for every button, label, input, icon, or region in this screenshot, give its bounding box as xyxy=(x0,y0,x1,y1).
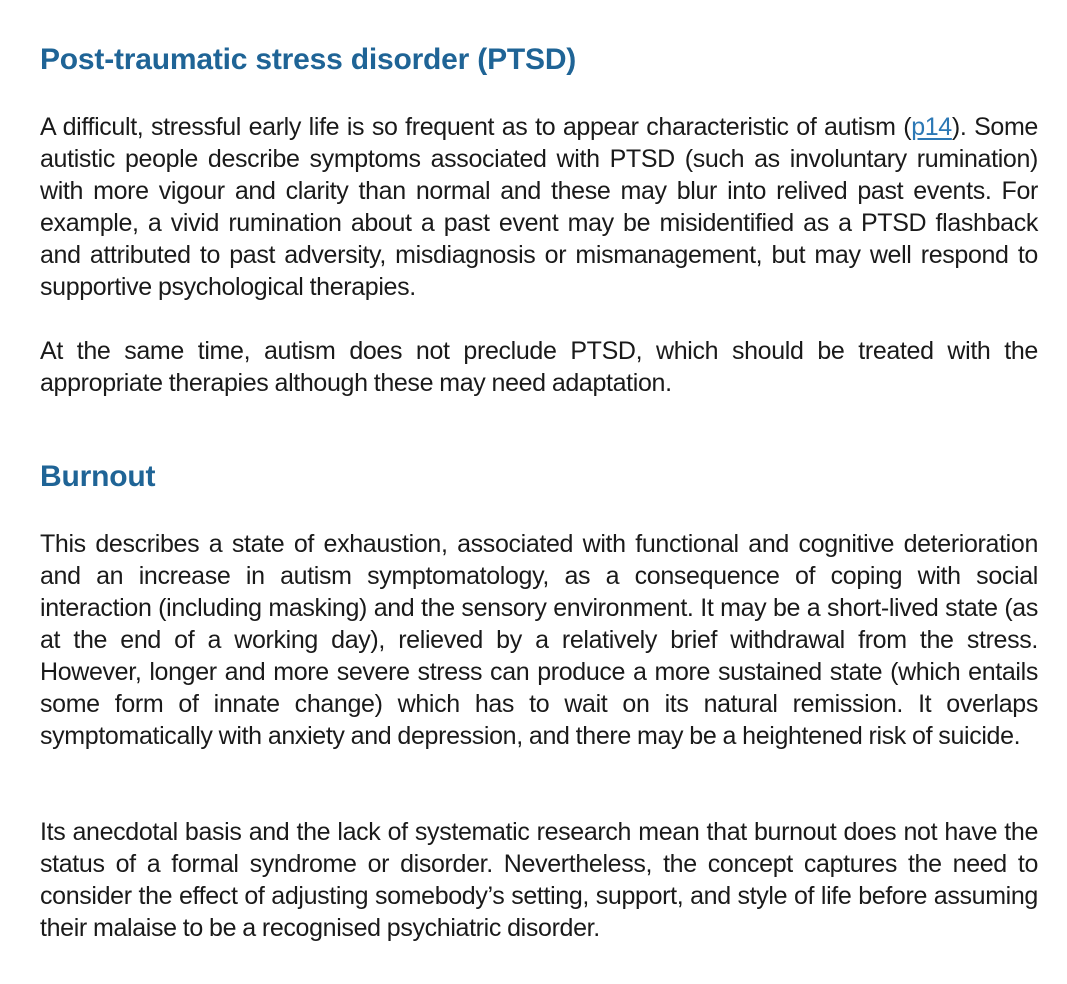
paragraph-burnout-status: Its anecdotal basis and the lack of systematic research mean that burnout does not have the status of a formal syndrome or disorder. Nevertheless, the concept captures the need to consider the effect of adjusting somebody’s setting, support, and style of life before assuming their malaise to be a recognised psychiatric disorder. xyxy=(40,818,1038,942)
section-heading-ptsd: Post-traumatic stress disorder (PTSD) xyxy=(40,43,577,76)
paragraph-text: A difficult, stressful early life is so frequent as to appear characteristic of autism ( xyxy=(40,113,912,141)
section-heading-burnout: Burnout xyxy=(40,460,156,493)
page-reference-link[interactable]: p14 xyxy=(911,113,952,141)
paragraph-burnout-description: This describes a state of exhaustion, associated with functional and cognitive deterioration and an increase in autism symptomatology, as a consequence of coping with social interaction (including masking) and the sensory environment. It may be a short-lived state (as at the end of a working day), relieved by a relatively brief withdrawal from the stress. However, longer and more severe stress can produce a more sustained state (which entails some form of innate change) which has to wait on its natural remission. It overlaps symptomatically with anxiety and depression, and there may be a heightened risk of suicide. xyxy=(40,530,1038,750)
paragraph-ptsd-treatment: At the same time, autism does not preclude PTSD, which should be treated with the appropriate therapies although these may need adaptation. xyxy=(40,337,1038,397)
paragraph-text: ). Some autistic people describe symptoms associated with PTSD (such as involuntary rumination) with more vigour and clarity than normal and these may blur into relived past events. For example, a vivid rumination about a past event may be misidentified as a PTSD flashback and attributed to past adversity, misdiagnosis or mismanagement, but may well respond to supportive psychological therapies. xyxy=(40,113,1038,301)
paragraph-ptsd-intro xyxy=(40,111,1038,303)
